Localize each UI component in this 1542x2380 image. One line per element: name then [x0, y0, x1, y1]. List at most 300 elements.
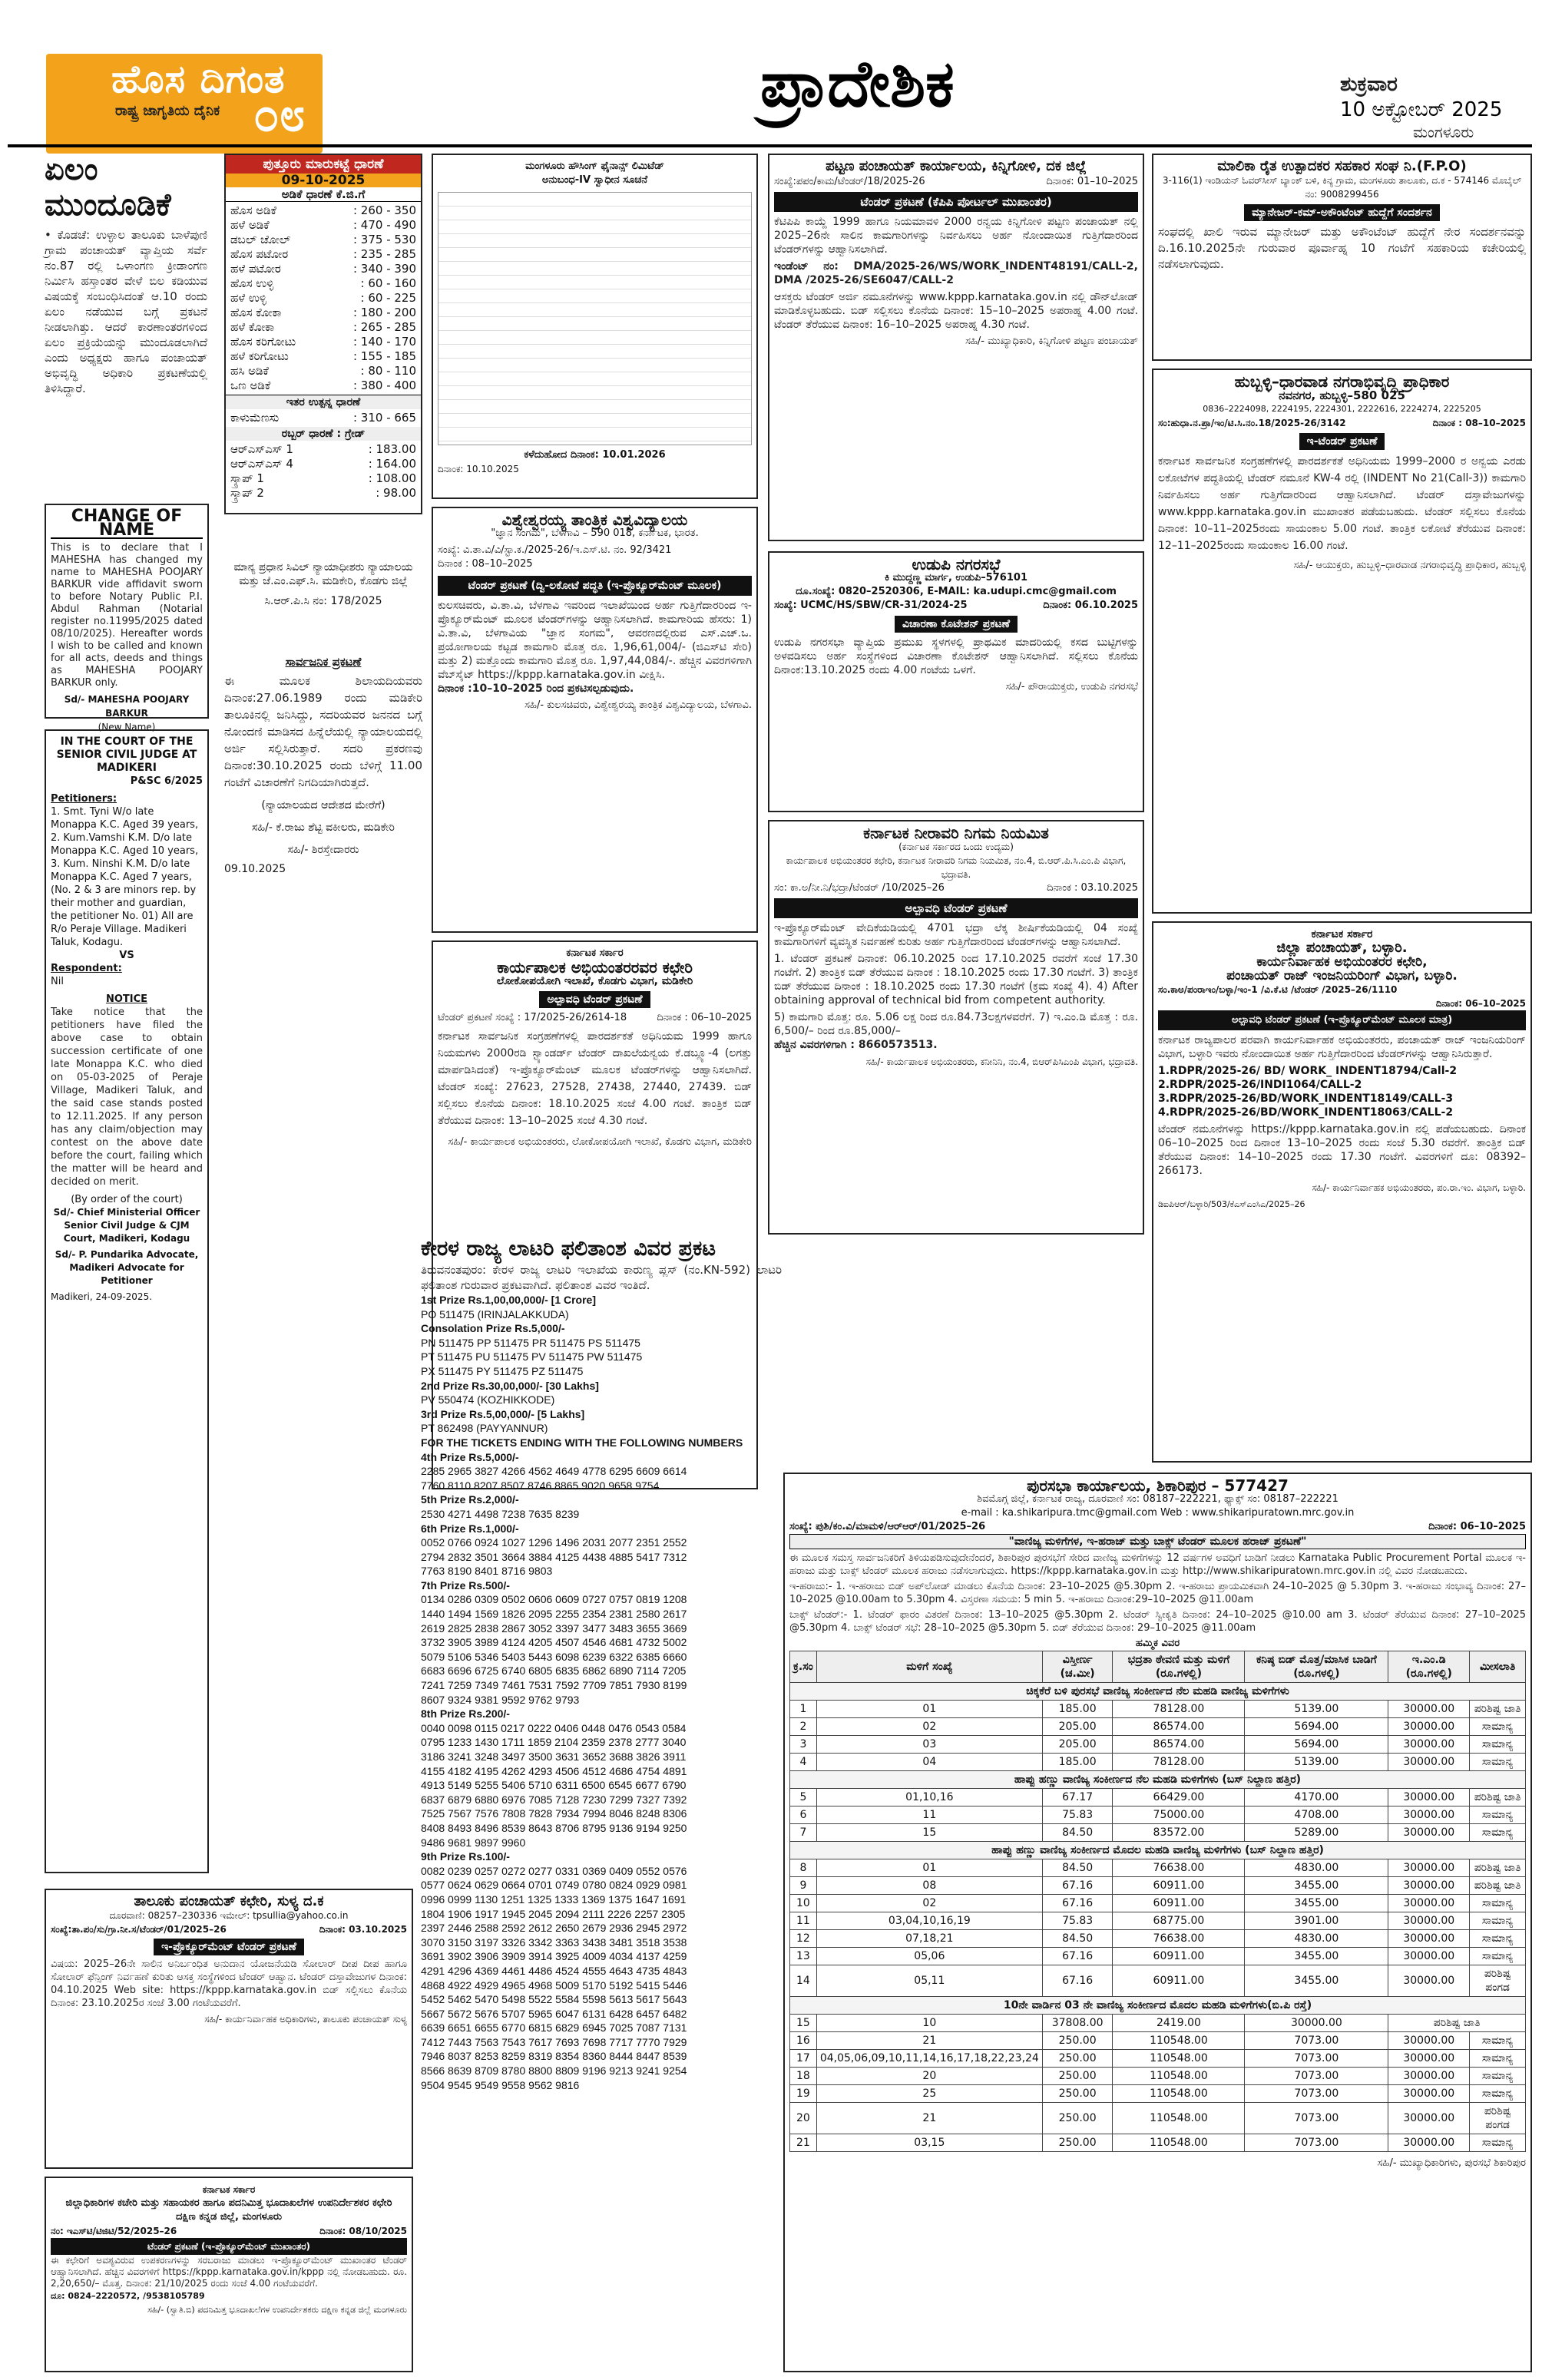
table-cell: 205.00	[1042, 1718, 1113, 1736]
table-cell: ಸಾಮಾನ್ಯ	[1470, 1824, 1526, 1842]
table-cell: 67.16	[1042, 1877, 1113, 1895]
table-cell: 67.16	[1042, 1965, 1113, 1997]
table-cell: 9	[790, 1877, 817, 1895]
rate-value: : 470 - 490	[352, 218, 416, 232]
table-cell: 14	[790, 1965, 817, 1997]
mgpa-sign2: ಸಹಿ/- ಶಿರಸ್ತೇದಾರರು	[287, 844, 359, 856]
table-cell: 60911.00	[1113, 1965, 1245, 1997]
lottery-line: 3070 3150 3197 3326 3342 3363 3438 3481 3518 3538	[421, 1935, 687, 1949]
knnl-amount: 5) ಕಾಮಗಾರಿ ಮೊತ್ತ: ರೂ. 5.06 ಲಕ್ಷ ರಿಂದ ರೂ.84.73ಲಕ್ಷಗಳವರೆಗೆ. 7) ಇ.ಎಂ.ಡಿ ಮೊತ್ತ : ರೂ. 6,500/– ರಿಂದ ರೂ.85,000/–	[774, 1011, 1138, 1037]
lottery-line: 3rd Prize Rs.5,00,000/- [5 Lakhs]	[421, 1407, 585, 1420]
hdmc-body: ಕರ್ನಾಟಕ ಸಾರ್ವಜನಿಕ ಸಂಗ್ರಹಣೆಗಳಲ್ಲಿ ಪಾರದರ್ಶಕತೆ ಅಧಿನಿಯಮ 1999–2000 ರ ಅನ್ವಯ ಎರಡು ಲಕೋಟೆಗಳ ಪದ್ಧತಿಯಲ್ಲಿ ಟೆಂಡರ್ ನಮೂನೆ KW-4 ರಲ್ಲಿ (INDENT No 21(Call-3)) ಕಾಮಗಾರಿ ನಿರ್ವಹಿಸಲು ಅರ್ಹ ಗುತ್ತಿಗೆದಾರರಿಂದ ಆಹ್ವಾನಿಸಲಾಗಿದೆ. ಟೆಂಡರ್ ದಸ್ತಾವೇಜುಗಳನ್ನು www.kppp.karnataka.gov.in ಮುಖಾಂತರ ಪಡೆಯಬಹುದು. ಟೆಂಡರ್ ಸಲ್ಲಿಸಲು ಕೊನೆಯ ದಿನಾಂಕ: 10–11–2025ರಂದು ಸಾಯಂಕಾಲ 5.00 ಗಂಟೆ. ತಾಂತ್ರಿಕ ಲಕೋಟೆ ತೆರೆಯುವ ದಿನಾಂಕ: 12–11–2025ರಂದು ಸಾಯಂಕಾಲ 16.00 ಗಂಟೆ.	[1158, 455, 1526, 552]
udupi-quotation	[768, 551, 1144, 812]
lottery-line: 2nd Prize Rs.30,00,000/- [30 Lakhs]	[421, 1379, 599, 1392]
table-cell: 4830.00	[1245, 1930, 1388, 1948]
dk-sign: ಸಹಿ/- (ಸ್ವಾತಿ.ಬಿ) ಪದನಿಮಿತ್ತ ಭೂದಾಖಲೆಗಳ ಉಪನಿರ್ದೇಶಕರು ದಕ್ಷಿಣ ಕನ್ನಡ ಜಿಲ್ಲೆ ಮಂಗಳೂರು	[147, 2305, 407, 2315]
udupi-title: ಉಡುಪಿ ನಗರಸಭೆ	[912, 555, 1001, 574]
udupi-phone: ದೂ.ಸಂಖ್ಯೆ: 0820–2520306, E-MAIL: ka.udupi.cmc@gmail.com	[796, 586, 1117, 597]
table-cell: 30000.00	[1388, 1948, 1470, 1965]
table-cell: 03,15	[816, 2134, 1042, 2152]
table-cell: 5289.00	[1245, 1824, 1388, 1842]
table-row	[790, 1912, 1526, 1930]
shikaripura-badge: "ವಾಣಿಜ್ಯ ಮಳಿಗೆಗಳ, ಇ-ಹರಾಜ್ ಮತ್ತು ಬಾಕ್ಸ್ ಟೆಂಡರ್ ಮೂಲಕ ಹರಾಜ್ ಪ್ರಕಟಣೆ"	[789, 1534, 1526, 1549]
lottery-line: 1440 1494 1569 1826 2095 2255 2354 2381 2580 2617	[421, 1608, 687, 1621]
lottery-line: 5667 5672 5676 5707 5965 6047 6131 6428 6457 6482	[421, 2007, 687, 2020]
sullia-date: ದಿನಾಂಕ: 03.10.2025	[319, 1924, 407, 1935]
table-cell: 110548.00	[1113, 2068, 1245, 2085]
fpo-interview-notice	[1152, 154, 1532, 361]
madikeri-sub: ಲೋಕೋಪಯೋಗಿ ಇಲಾಖೆ, ಕೊಡಗು ವಿಭಾಗ, ಮಡಿಕೇರಿ	[496, 975, 693, 987]
housing-lost-date: ಕಳೆದುಹೋದ ದಿನಾಂಕ: 10.01.2026	[524, 449, 666, 461]
puttur-date: 09-10-2025	[226, 174, 421, 187]
rate-value: : 140 - 170	[352, 335, 416, 349]
rate-value: : 60 - 225	[360, 291, 416, 305]
hdmc-badge: ಇ-ಟೆಂಡರ್ ಪ್ರಕಟಣೆ	[1299, 433, 1385, 450]
shikaripura-schedule2: ಬಾಕ್ಸ್ ಟೆಂಡರ್:- 1. ಟೆಂಡರ್ ಫಾರಂ ವಿತರಣೆ ದಿನಾಂಕ: 13–10–2025 @5.30pm 2. ಟೆಂಡರ್ ಸ್ವೀಕೃತಿ ದಿನಾಂಕ: 24–10–2025 @10.00 am 3. ಟೆಂಡರ್ ತೆರೆಯುವ ದಿನಾಂಕ: 27–10–2025 @5.30pm 4. ಬಾಕ್ಸ್ ಟೆಂಡರ್ ಸಭೆ: 28–10–2025 @5.30pm 5. ಬಿಡ್ ತೆರೆಯುವ ದಿನಾಂಕ: 29–10–2025 @11.00am	[789, 1609, 1526, 1634]
table-cell: 60911.00	[1113, 1895, 1245, 1912]
table-cell: 3901.00	[1245, 1912, 1388, 1930]
lottery-line: 9504 9545 9549 9558 9562 9816	[421, 2078, 580, 2091]
puttur-rate-list	[226, 202, 421, 395]
table-row	[790, 1930, 1526, 1948]
lottery-line: PV 550474 (KOZHIKKODE)	[421, 1393, 555, 1407]
shikaripura-sign: ಸಹಿ/- ಮುಖ್ಯಾಧಿಕಾರಿಗಳು, ಪುರಸಭೆ ಶಿಕಾರಿಪುರ	[1377, 2157, 1526, 2169]
lottery-line: FOR THE TICKETS ENDING WITH THE FOLLOWING NUMBERS	[421, 1436, 743, 1449]
lottery-line: 4868 4922 4929 4965 4968 5009 5170 5192 5415 5446	[421, 1978, 687, 1992]
hdmc-date: ದಿನಾಂಕ : 08–10–2025	[1432, 418, 1526, 428]
rate-row	[230, 247, 416, 262]
table-cell: 15	[790, 2015, 817, 2032]
table-cell: 78128.00	[1113, 1701, 1245, 1718]
table-cell: 4	[790, 1754, 817, 1771]
udupi-badge: ವಿಚಾರಣಾ ಕೊಟೇಶನ್ ಪ್ರಕಟಣೆ	[895, 616, 1018, 633]
table-cell: ಸಾಮಾನ್ಯ	[1470, 2134, 1526, 2152]
table-cell: 30000.00	[1388, 2134, 1470, 2152]
table-cell: 30000.00	[1388, 2050, 1470, 2068]
mgpa-body: ಈ ಮೂಲಕ ಶಿಲಾಯದಿಯವರು ದಿನಾಂಕ:27.06.1989 ರಂದು ಮಡಿಕೇರಿ ತಾಲೂಕಿನಲ್ಲಿ ಜನಿಸಿದ್ದು, ಸದರಿಯವರ ಜನನದ ಬಗ್ಗೆ ನೋಂದಣಿ ಮಾಡಿಸದ ಹಿನ್ನೆಲೆಯಲ್ಲಿ ನ್ಯಾಯಾಲಯದಲ್ಲಿ ಅರ್ಜಿ ಸಲ್ಲಿಸಿರುತ್ತಾರೆ. ಸದರಿ ಪ್ರಕರಣವು ದಿನಾಂಕ:30.10.2025 ರಂದು ಬೆಳಿಗ್ಗೆ 11.00 ಗಂಟೆಗೆ ವಿಚಾರಣೆಗೆ ನಿಗದಿಯಾಗಿರುತ್ತದೆ.	[224, 674, 422, 789]
rate-row	[230, 291, 416, 306]
lottery-line: PX 511475 PY 511475 PZ 511475	[421, 1364, 584, 1377]
lottery-line: 0795 1233 1430 1711 1859 2104 2359 2378 2777 3040	[421, 1736, 687, 1749]
table-cell: 76638.00	[1113, 1859, 1245, 1877]
table-cell: 11	[816, 1806, 1042, 1824]
lottery-line: 7412 7443 7563 7543 7617 7693 7698 7717 7770 7929	[421, 2035, 687, 2048]
table-cell: 01	[816, 1859, 1042, 1877]
sullia-title: ತಾಲೂಕು ಪಂಚಾಯತ್ ಕಛೇರಿ, ಸುಳ್ಯ ದ.ಕ	[134, 1893, 324, 1909]
vtu-tender-heading: ಟೆಂಡರ್ ಪ್ರಕಟಣೆ (ದ್ವಿ-ಲಕೋಟೆ ಪದ್ಧತಿ (ಇ-ಪ್ರೊಕ್ಯೂರ್‌ಮೆಂಟ್ ಮೂಲಕ)	[438, 576, 752, 596]
table-row	[790, 1789, 1526, 1806]
lottery-intro: ತಿರುವನಂತಪುರಂ: ಕೇರಳ ರಾಜ್ಯ ಲಾಟರಿ ಇಲಾಖೆಯ ಕಾರುಣ್ಯ ಪ್ಲಸ್ (ನಂ.KN-592) ಲಾಟರಿ ಫಲಿತಾಂಶ ಗುರುವಾರ ಪ್ರಕಟವಾಗಿದೆ. ಫಲಿತಾಂಶ ವಿವರ ಇಂತಿದೆ.	[421, 1263, 782, 1292]
ballari-body: ಕರ್ನಾಟಕ ರಾಜ್ಯಪಾಲರ ಪರವಾಗಿ ಕಾರ್ಯನಿರ್ವಾಹಕ ಅಭಿಯಂತರರು, ಪಂಚಾಯತ್ ರಾಜ್ ಇಂಜನಿಯರಿಂಗ್ ವಿಭಾಗ, ಬಳ್ಳಾರಿ ಇವರು ನೋಂದಾಯಿತ ಅರ್ಹ ಗುತ್ತಿಗೆದಾರರಿಂದ ಟೆಂಡರ್‌ಗಳನ್ನು ಆಹ್ವಾನಿಸಿರುತ್ತಾರೆ.	[1158, 1034, 1526, 1060]
table-cell: 2	[790, 1718, 817, 1736]
shikaripura-web: e-mail : ka.shikaripura.tmc@gmail.com Web : www.shikaripuratown.mrc.gov.in	[961, 1507, 1355, 1519]
other-rates-title: ಇತರ ಉತ್ಪನ್ನ ಧಾರಣೆ	[226, 395, 421, 409]
table-cell: 01,10,16	[816, 1789, 1042, 1806]
table-row	[790, 2032, 1526, 2050]
sullia-contact: ದೂರವಾಣಿ: 08257–230336 ಇಮೇಲ್: tpsullia@yahoo.co.in	[109, 1910, 349, 1921]
lottery-line: 7241 7259 7349 7461 7531 7592 7709 7851 7930 8199	[421, 1679, 687, 1692]
rate-row	[230, 276, 416, 291]
shop-column-header: ಮಳಿಗೆ ಸಂಖ್ಯೆ	[816, 1651, 1042, 1683]
table-cell: 02	[816, 1718, 1042, 1736]
table-cell: 110548.00	[1113, 2103, 1245, 2134]
lottery-line: 6837 6879 6880 6976 7085 7128 7230 7299 7327 7392	[421, 1793, 687, 1806]
lottery-line: 3732 3905 3989 4124 4205 4507 4546 4681 4732 5002	[421, 1636, 687, 1649]
table-cell: 30000.00	[1388, 1754, 1470, 1771]
table-cell: 03	[816, 1736, 1042, 1754]
table-cell: 07,18,21	[816, 1930, 1042, 1948]
table-cell: 86574.00	[1113, 1718, 1245, 1736]
lottery-line: 0082 0239 0257 0272 0277 0331 0369 0409 0552 0576	[421, 1864, 687, 1877]
mgpa-title: ಮಾನ್ಯ ಪ್ರಧಾನ ಸಿವಿಲ್ ನ್ಯಾಯಾಧೀಶರು ನ್ಯಾಯಾಲಯ ಮತ್ತು ಜೆ.ಎಂ.ಎಫ್.ಸಿ. ಮಡಿಕೇರಿ, ಕೊಡಗು ಜಿಲ್ಲೆ	[233, 561, 413, 587]
table-cell: 17	[790, 2050, 817, 2068]
lottery-line: 2397 2446 2588 2592 2612 2650 2679 2936 2945 2972	[421, 1922, 687, 1935]
udupi-body: ಉಡುಪಿ ನಗರಸಭಾ ವ್ಯಾಪ್ತಿಯ ಪ್ರಮುಖ ಸ್ಥಳಗಳಲ್ಲಿ ಪ್ರಾಥಮಿಕ ಮಾದರಿಯಲ್ಲಿ ಕಸದ ಬುಟ್ಟಿಗಳನ್ನು ಅಳವಡಿಸಲು ಅರ್ಹ ಸಂಸ್ಥೆಗಳಿಂದ ವಿಚಾರಣಾ ಕೊಟೇಶನ್ ಆಹ್ವಾನಿಸಲಾಗಿದೆ. ಸಲ್ಲಿಸಲು ಕೊನೆಯ ದಿನಾಂಕ:13.10.2025 ರಂದು 4.00 ಗಂಟೆಯ ಒಳಗೆ.	[774, 636, 1138, 676]
table-cell: 12	[790, 1930, 817, 1948]
rate-value: : 260 - 350	[352, 203, 416, 217]
lottery-line: 0040 0098 0115 0217 0222 0406 0448 0476 0543 0584	[421, 1721, 687, 1734]
rate-label: ಹಳೆ ಕರಿಗೋಟು	[230, 349, 289, 363]
table-cell: 75000.00	[1113, 1806, 1245, 1824]
rate-value: : 265 - 285	[352, 320, 416, 334]
fpo-badge: ಮ್ಯಾನೇಜರ್-ಕಮ್-ಅಕೌಂಟೆಂಟ್ ಹುದ್ದೆಗೆ ಸಂದರ್ಶನ	[1244, 204, 1440, 221]
table-cell: 19	[790, 2085, 817, 2103]
rate-label: ಹೊಸ ಅಡಿಕೆ	[230, 203, 276, 217]
versus: VS	[119, 950, 134, 961]
elam-title: ಏಲಂ ಮುಂದೂಡಿಕೆ	[45, 152, 171, 223]
lottery-line: 8566 8639 8709 8780 8800 8809 9196 9213 9241 9254	[421, 2064, 687, 2078]
table-cell: 5694.00	[1245, 1736, 1388, 1754]
table-cell: 5139.00	[1245, 1754, 1388, 1771]
rate-row	[230, 320, 416, 335]
ballari-indent: 3.RDPR/2025-26/BD/WORK_INDENT18149/CALL-3	[1158, 1092, 1454, 1105]
dk-landrecords-tender	[45, 2177, 413, 2372]
dk-badge: ಟೆಂಡರ್ ಪ್ರಕಟಣೆ (ಇ-ಪ್ರೊಕ್ಯೂರ್‌ಮೆಂಟ್ ಮುಖಾಂತರ)	[51, 2238, 407, 2255]
ballari-badge: ಅಲ್ಪಾವಧಿ ಟೆಂಡರ್ ಪ್ರಕಟಣೆ (ಇ-ಪ್ರೊಕ್ಯೂರ್‌ಮೆಂಟ್ ಮೂಲಕ ಮಾತ್ರ)	[1158, 1010, 1526, 1030]
rubber-rate-list	[226, 441, 421, 502]
table-cell: 84.50	[1042, 1824, 1113, 1842]
table-cell: 30000.00	[1388, 1930, 1470, 1948]
rate-value: : 108.00	[368, 471, 416, 485]
knnl-title: ಕರ್ನಾಟಕ ನೀರಾವರಿ ನಿಗಮ ನಿಯಮಿತ	[863, 824, 1049, 842]
issue-day: ಶುಕ್ರವಾರ	[1340, 73, 1398, 96]
newspaper-name: ಹೊಸ ದಿಗಂತ	[111, 57, 286, 101]
dk-body: ಈ ಕಛೇರಿಗೆ ಅವಶ್ಯವಿರುವ ಉಪಕರಣಗಳನ್ನು ಸರಬರಾಜು ಮಾಡಲು ಇ-ಪ್ರೊಕ್ಯೂರ್‌ಮೆಂಟ್ ಮುಖಾಂತರ ಟೆಂಡರ್ ಆಹ್ವಾನಿಸಲಾಗಿದೆ. ಹೆಚ್ಚಿನ ವಿವರಗಳಿಗೆ https://kppp.karnataka.gov.in/kppp ನಲ್ಲಿ ನೋಡಬಹುದು. ರೂ. 2,20,650/– ಮೊತ್ತ. ದಿನಾಂಕ: 21/10/2025 ರಂದು ಸಂಜೆ 4.00 ಗಂಟೆಯವರೆಗೆ.	[51, 2255, 407, 2289]
lottery-line: Consolation Prize Rs.5,000/-	[421, 1322, 565, 1335]
fpo-title: ಮಾಲಿಕಾ ರೈತ ಉತ್ಪಾದಕರ ಸಹಕಾರ ಸಂಘ ನಿ.(F.P.O)	[1217, 158, 1467, 174]
table-cell: 110548.00	[1113, 2032, 1245, 2050]
table-cell: 7073.00	[1245, 2134, 1388, 2152]
table-cell: 250.00	[1042, 2032, 1113, 2050]
rate-label: ಹಳೆ ಪಟೋರ	[230, 262, 281, 276]
knnl-sub: (ಕರ್ನಾಟಕ ಸರ್ಕಾರದ ಒಂದು ಉದ್ಯಮ)	[898, 841, 1014, 852]
table-row	[790, 2068, 1526, 2085]
table-cell: 10	[816, 2015, 1042, 2032]
table-cell: 60911.00	[1113, 1948, 1245, 1965]
table-cell: 75.83	[1042, 1806, 1113, 1824]
knnl-date: ದಿನಾಂಕ : 03.10.2025	[1047, 882, 1138, 894]
knnl-ref: ಸಂ: ಕಾ.ಅ/ನೀ.ನಿ/ಭದ್ರಾ/ಟೆಂಡರ್ /10/2025–26	[774, 882, 945, 894]
ballari-indent: 1.RDPR/2025-26/ BD/ WORK_ INDENT18794/Call-2	[1158, 1065, 1458, 1077]
table-cell: 7073.00	[1245, 2050, 1388, 2068]
rate-row	[230, 364, 416, 378]
table-cell: 25	[816, 2085, 1042, 2103]
table-row	[790, 1736, 1526, 1754]
ballari-ref: ಸಂ.ಕಾಅ/ಪಂರಾಇಂ/ಬಳ್ಳಾ/ಇಂ-1 /ವಿ.ಕೆ.ಟಿ /ಟೆಂಡರ್ /2025–26/1110	[1158, 984, 1398, 995]
table-cell: ಸಾಮಾನ್ಯ	[1470, 1736, 1526, 1754]
change-of-name-notice	[45, 504, 209, 732]
rate-label: ಒಣ ಅಡಿಕೆ	[230, 378, 271, 392]
table-cell: 4708.00	[1245, 1806, 1388, 1824]
change-name-sign: Sd/- MAHESHA POOJARY BARKUR	[64, 694, 190, 719]
lottery-line: 3691 3902 3906 3909 3914 3925 4009 4034 4137 4259	[421, 1950, 687, 1963]
table-cell: 7073.00	[1245, 2032, 1388, 2050]
table-cell: 250.00	[1042, 2103, 1113, 2134]
table-cell: 20	[790, 2103, 817, 2134]
table-cell: 205.00	[1042, 1736, 1113, 1754]
table-cell: 1	[790, 1701, 817, 1718]
table-cell: 3455.00	[1245, 1948, 1388, 1965]
table-cell: 30000.00	[1388, 1806, 1470, 1824]
rate-row	[230, 471, 416, 486]
rate-label: ಹಸಿ ಅಡಿಕೆ	[230, 364, 269, 378]
sullia-tender	[45, 1889, 413, 2169]
table-row	[790, 1754, 1526, 1771]
rubber-title: ರಬ್ಬರ್ ಧಾರಣೆ : ಗ್ರೇಡ್	[226, 427, 421, 441]
lottery-line: 5th Prize Rs.2,000/-	[421, 1493, 519, 1506]
table-cell: 04	[816, 1754, 1042, 1771]
udupi-address: ಕಿ ಮುದ್ದಣ್ಣ ಮಾರ್ಗ, ಉಡುಪಿ–576101	[884, 572, 1027, 583]
fpo-body: ಸಂಘದಲ್ಲಿ ಖಾಲಿ ಇರುವ ಮ್ಯಾನೇಜರ್ ಮತ್ತು ಅಕೌಂಟೆಂಟ್ ಹುದ್ದೆಗೆ ನೇರ ಸಂದರ್ಶನವನ್ನು ದಿ.16.10.2025ನೇ ಗುರುವಾರ ಪೂರ್ವಾಹ್ನ 10 ಗಂಟೆಗೆ ಸಹಕಾರಿಯ ಕಚೇರಿಯಲ್ಲಿ ನಡೆಸಲಾಗುವುದು.	[1158, 225, 1526, 271]
mgpa-order: (ನ್ಯಾಯಾಲಯದ ಆದೇಶದ ಮೇರೆಗೆ)	[261, 799, 386, 812]
court-sign1: Sd/- Chief Ministerial Officer Senior Civil Judge & CJM Court, Madikeri, Kodagu	[53, 1207, 200, 1244]
table-cell: ಪರಿಶಿಷ್ಟ ಪಂಗಡ	[1470, 1965, 1526, 1997]
kinnigoli-body: ಕೆಟಿಪಿಪಿ ಕಾಯ್ದೆ 1999 ಹಾಗೂ ನಿಯಮಾವಳಿ 2000 ರನ್ವಯ ಕಿನ್ನಿಗೋಳಿ ಪಟ್ಟಣ ಪಂಚಾಯತ್ ನಲ್ಲಿ 2025–26ನೇ ಸಾಲಿನ ಕಾಮಗಾರಿಗಳನ್ನು ನಿರ್ವಹಿಸಲು ಅರ್ಹ ನೋಂದಾಯಿತ ಗುತ್ತಿಗೆದಾರರಿಂದ ಟೆಂಡರ್‌ಗಳನ್ನು ಆಹ್ವಾನಿಸಲಾಗಿದೆ.	[774, 216, 1138, 256]
udupi-sign: ಸಹಿ/- ಪೌರಾಯುಕ್ತರು, ಉಡುಪಿ ನಗರಸಭೆ	[1005, 681, 1138, 693]
rate-row	[230, 411, 416, 425]
table-cell: ಪರಿಶಿಷ್ಟ ಜಾತಿ	[1470, 1789, 1526, 1806]
kinnigoli-indent: ಇಂಡೆಂಟ್ ನಂ: DMA/2025-26/WS/WORK_INDENT48191/CALL-2, DMA /2025-26/SE6047/CALL-2	[774, 260, 1138, 286]
puttur-market-rates	[224, 154, 422, 514]
ballari-tender	[1152, 921, 1532, 1463]
kinnigoli-ref: ಸಂಖ್ಯೆ:ಪಪಂ/ಕಾಮ/ಟೆಂಡರ್/18/2025-26	[774, 176, 925, 187]
table-cell: ಸಾಮಾನ್ಯ	[1470, 2050, 1526, 2068]
issue-date: 10 ಅಕ್ಟೋಬರ್ 2025	[1340, 98, 1503, 121]
knnl-badge: ಅಲ್ಪಾವಧಿ ಟೆಂಡರ್ ಪ್ರಕಟಣೆ	[774, 898, 1138, 918]
ballari-gov: ಕರ್ನಾಟಕ ಸರ್ಕಾರ	[1311, 928, 1373, 940]
table-row	[790, 1806, 1526, 1824]
table-cell: 66429.00	[1113, 1789, 1245, 1806]
rate-value: : 310 - 665	[352, 411, 416, 425]
shikaripura-table-caption: ಹಮ್ಮಿಕ ವಿವರ	[1135, 1638, 1180, 1649]
change-name-body: This is to declare that I MAHESHA has changed my name to MAHESHA POOJARY BARKUR vide affidavit sworn to before Notary Public P.I. Abdul Rahman (Notarial register no.11995/2025 dated 08/10/2025). Hereafter words I wish to be called and known for all acts, deeds and things as MAHESHA POOJARY BARKUR only.	[51, 542, 203, 689]
lottery-prize-list	[421, 1293, 782, 2092]
table-row	[790, 2134, 1526, 2152]
lottery-title: ಕೇರಳ ರಾಜ್ಯ ಲಾಟರಿ ಫಲಿತಾಂಶ ವಿವರ ಪ್ರಕಟ	[421, 1237, 716, 1261]
rate-value: : 183.00	[368, 442, 416, 456]
table-cell: 18	[790, 2068, 817, 2085]
table-cell: ಸಾಮಾನ್ಯ	[1470, 2068, 1526, 2085]
rate-label: ಹೊಸ ಕೋಕಾ	[230, 306, 282, 319]
table-cell: 02	[816, 1895, 1042, 1912]
table-cell: 4170.00	[1245, 1789, 1388, 1806]
vtu-deadline: ದಿನಾಂಕ :10–10–2025 ರಿಂದ ಪ್ರಕಟಿಸಲ್ಪಡುವುದು.	[438, 683, 634, 695]
table-cell: ಪರಿಶಿಷ್ಟ ಜಾತಿ	[1470, 1701, 1526, 1718]
madikeri-body: ಕರ್ನಾಟಕ ಸಾರ್ವಜನಿಕ ಸಂಗ್ರಹಣೆಗಳಲ್ಲಿ ಪಾರದರ್ಶಕತೆ ಅಧಿನಿಯಮ 1999 ಹಾಗೂ ನಿಯಮಗಳು 2000ರಡಿ ಸ್ಟ್ಯಾಂಡರ್ಡ್ ಟೆಂಡರ್ ದಾಖಲೆಯನ್ವಯ ಕೆ.ಡಬ್ಲ್ಯೂ-4 (ಲಗತ್ತು ಮಾರ್ಪಡಿಸಿದಂತೆ) ಇ-ಪ್ರೊಕ್ಯೂರ್‌ಮೆಂಟ್ ಮೂಲಕ ಟೆಂಡರ್‌ಗಳನ್ನು ಆಹ್ವಾನಿಸಲಾಗಿದೆ. ಟೆಂಡರ್ ಸಂಖ್ಯೆ: 27623, 27528, 27438, 27440, 27439. ಬಿಡ್ ಸಲ್ಲಿಸಲು ಕೊನೆಯ ದಿನಾಂಕ: 18.10.2025 ಸಂಜೆ 4.00 ಗಂಟೆ. ತಾಂತ್ರಿಕ ಬಿಡ್ ತೆರೆಯುವ ದಿನಾಂಕ: 13–10–2025 ಸಂಜೆ 4.30 ಗಂಟೆ.	[438, 1030, 752, 1127]
table-row	[790, 1824, 1526, 1842]
lottery-line: 4291 4296 4369 4461 4486 4524 4555 4643 4735 4843	[421, 1964, 687, 1977]
lottery-line: 8607 9324 9381 9592 9762 9793	[421, 1693, 580, 1706]
rate-label: ಹೊಸ ಪಟೋರ	[230, 247, 289, 261]
rate-value: : 60 - 160	[360, 276, 416, 290]
rate-row	[230, 442, 416, 457]
shop-column-header: ಭದ್ರತಾ ಠೇವಣಿ ಮತ್ತು ಮಳಿಗೆ (ರೂ.ಗಳಲ್ಲಿ)	[1113, 1651, 1245, 1683]
table-cell: 20	[816, 2068, 1042, 2085]
vtu-body: ಕುಲಸಚಿವರು, ವಿ.ತಾ.ವಿ, ಬೆಳಗಾವಿ ಇವರಿಂದ ಇಲಾಖೆಯಿಂದ ಅರ್ಹ ಗುತ್ತಿಗೆದಾರರಿಂದ ಇ-ಪ್ರೊಕ್ಯೂರ್‌ಮೆಂಟ್ ಮೂಲಕ ಟೆಂಡರ್‌ಗಳನ್ನು ಆಹ್ವಾನಿಸಲಾಗಿದೆ. ಕಾಮಗಾರಿಯ ಹೆಸರು: 1) ವಿ.ತಾ.ವಿ, ಬೆಳಗಾವಿಯ "ಜ್ಞಾನ ಸಂಗಮ", ಆವರಣದಲ್ಲಿರುವ ಎಸ್.ಎಚ್.ಒ. ಪ್ರಯೋಗಾಲಯ ಕಟ್ಟಡ ಕಾಮಗಾರಿ ಮೊತ್ತ ರೂ. 1,96,61,004/- (ಜಿಎಸ್‌ಟಿ ಸೇರಿ) ಮತ್ತು 2) ಮತ್ತೊಂದು ಕಾಮಗಾರಿ ಮೊತ್ತ ರೂ. 1,97,44,084/-. ಹೆಚ್ಚಿನ ವಿವರಗಳಿಗಾಗಿ ವೆಬ್‌ಸೈಟ್ https://kppp.karnataka.gov.in ವೀಕ್ಷಿಸಿ.	[438, 600, 752, 681]
rate-value: : 180 - 200	[352, 306, 416, 319]
table-cell: 30000.00	[1388, 1718, 1470, 1736]
lottery-line: 7525 7567 7576 7808 7828 7934 7994 8046 8248 8306	[421, 1807, 687, 1820]
court-place: Madikeri, 24-09-2025.	[51, 1291, 153, 1302]
rate-label: ಹೊಸ ಕರಿಗೋಟು	[230, 335, 296, 349]
table-cell: 04,05,06,09,10,11,14,16,17,18,22,23,24	[816, 2050, 1042, 2068]
madikeri-date: ದಿನಾಂಕ : 06–10–2025	[657, 1012, 752, 1023]
vtu-title: ವಿಶ್ವೇಶ್ವರಯ್ಯ ತಾಂತ್ರಿಕ ವಿಶ್ವವಿದ್ಯಾಲಯ	[501, 511, 688, 529]
table-cell: 6	[790, 1806, 817, 1824]
table-cell: 60911.00	[1113, 1877, 1245, 1895]
rate-row	[230, 233, 416, 247]
sullia-ref: ಸಂಖ್ಯೆ:ತಾ.ಪಂ/ಸು/ಗ್ರಾ.ನೀ.ಸ/ಟೆಂಡರ್/01/2025–26	[51, 1924, 227, 1935]
notice-body: Take notice that the petitioners have filed the above case to obtain succession certificate of one late Monappa K.C. who died on 05-03-2025 of Peraje Village, Madikeri Taluk, and the said case stands posted to 12.11.2025. If any person has any claim/objection may contest on the above date before the court, failing which the matter will be heard and decided on merit.	[51, 1007, 203, 1188]
petitioners-heading: Petitioners:	[51, 793, 117, 805]
rate-value: : 380 - 400	[352, 378, 416, 392]
table-cell: ಸಾಮಾನ್ಯ	[1470, 1948, 1526, 1965]
petitioners: 1. Smt. Tyni W/o late Monappa K.C. Aged 39 years, 2. Kum.Vamshi K.M. D/o late Monappa K.C. Aged 10 years, 3. Kum. Ninshi K.M. D/o late Monappa K.C. Aged 7 years, (No. 2 & 3 are minors rep. by their mother and guardian, the petitioner No. 01) All are R/o Peraje Village. Madikeri Taluk, Kodagu.	[51, 806, 199, 948]
table-cell: 7	[790, 1824, 817, 1842]
lottery-line: 8408 8493 8496 8539 8643 8706 8795 9136 9194 9250	[421, 1821, 687, 1834]
hdmc-phone: 0836–2224098, 2224195, 2224301, 2222616, 2224274, 2225205	[1203, 404, 1481, 414]
kerala-lottery-results	[421, 1236, 782, 2372]
madikeri-ref: ಟೆಂಡರ್ ಪ್ರಕಟಣೆ ಸಂಖ್ಯೆ : 17/2025-26/2614-18	[438, 1012, 627, 1023]
udupi-ref: ಸಂಖ್ಯೆ: UCMC/HS/SBW/CR-31/2024-25	[774, 600, 968, 611]
lottery-line: 7946 8037 8253 8259 8319 8354 8360 8444 8447 8539	[421, 2050, 687, 2063]
shop-group-title: 10ನೇ ವಾರ್ಡಿನ 03 ನೇ ವಾಣಿಜ್ಯ ಸಂಕೀರ್ಣದ ಮೊದಲ ಮಹಡಿ ಮಳಿಗೆಗಳು(ಬಿ.ಪಿ ರಸ್ತೆ)	[790, 1997, 1526, 2015]
housing-date: ದಿನಾಂಕ: 10.10.2025	[438, 464, 519, 474]
lottery-line: 3186 3241 3248 3497 3500 3631 3652 3688 3826 3911	[421, 1750, 687, 1763]
lottery-line: 2619 2825 2838 2867 3052 3397 3477 3483 3655 3669	[421, 1621, 687, 1635]
respondent: Nil	[51, 976, 64, 987]
vtu-sign: ಸಹಿ/- ಕುಲಸಚಿವರು, ವಿಶ್ವೇಶ್ವರಯ್ಯ ತಾಂತ್ರಿಕ ವಿಶ್ವವಿದ್ಯಾಲಯ, ಬೆಳಗಾವಿ.	[524, 699, 752, 711]
table-cell: 30000.00	[1388, 2085, 1470, 2103]
knnl-sign: ಸಹಿ/- ಕಾರ್ಯಪಾಲಕ ಅಭಿಯಂತರರು, ಕನೀನಿನಿ, ನಂ.4, ಬಿಆರ್‌ಪಿಸಿಎಂಪಿ ವಿಭಾಗ, ಭದ್ರಾವತಿ.	[865, 1056, 1138, 1067]
rate-label: ಹಳೆ ಉಳ್ಳಿ	[230, 291, 266, 305]
table-cell: 37808.00	[1042, 2015, 1113, 2032]
table-cell: 30000.00	[1388, 1701, 1470, 1718]
rate-label: ಹಳೆ ಅಡಿಕೆ	[230, 218, 270, 232]
lottery-line: 9th Prize Rs.100/-	[421, 1850, 510, 1863]
rate-row	[230, 378, 416, 393]
lottery-line: 2285 2965 3827 4266 4562 4649 4778 6295 6609 6614	[421, 1465, 687, 1478]
table-cell: 10	[790, 1895, 817, 1912]
elam-article	[45, 152, 207, 474]
ballari-date: ದಿನಾಂಕ: 06–10–2025	[1435, 998, 1526, 1009]
lottery-line: 8th Prize Rs.200/-	[421, 1707, 510, 1721]
table-cell: ಸಾಮಾನ್ಯ	[1470, 1754, 1526, 1771]
table-cell: 4830.00	[1245, 1859, 1388, 1877]
rate-row	[230, 335, 416, 349]
table-cell: 3455.00	[1245, 1877, 1388, 1895]
ballari-indent-list	[1158, 1064, 1526, 1119]
lottery-line: 7763 8190 8401 8716 9803	[421, 1565, 553, 1578]
shop-column-header: ವಿಸ್ತೀರ್ಣ (ಚ.ಮೀ)	[1042, 1651, 1113, 1683]
rate-label: ಆರ್‌ಎಸ್ಎಸ್ 1	[230, 442, 293, 456]
ballari-title: ಜಿಲ್ಲಾ ಪಂಚಾಯತ್, ಬಳ್ಳಾರಿ.	[1276, 940, 1408, 956]
hdmc-address: ನವನಗರ, ಹುಬ್ಬಳ್ಳಿ–580 025	[1279, 388, 1405, 402]
respondent-heading: Respondent:	[51, 963, 122, 974]
puttur-sub: ಅಡಿಕೆ ಧಾರಣೆ ಕೆ.ಜಿ.ಗೆ	[226, 187, 421, 202]
table-row	[790, 2103, 1526, 2134]
table-cell: 3455.00	[1245, 1965, 1388, 1997]
rate-value: : 98.00	[376, 486, 416, 500]
rate-value: : 80 - 110	[360, 364, 416, 378]
kinnigoli-tender-heading: ಟೆಂಡರ್ ಪ್ರಕಟಣೆ (ಕೆಪಿಪಿ ಪೋರ್ಟಲ್ ಮುಖಾಂತರ)	[774, 192, 1138, 212]
rate-label: ಹೊಸ ಉಳ್ಳಿ	[230, 276, 274, 290]
dk-title: ಜಿಲ್ಲಾಧಿಕಾರಿಗಳ ಕಚೇರಿ ಮತ್ತು ಸಹಾಯಕರ ಹಾಗೂ ಪದನಿಮಿತ್ತ ಭೂದಾಖಲೆಗಳ ಉಪನಿರ್ದೇಶಕರ ಕಛೇರಿ	[65, 2197, 392, 2209]
table-row	[790, 1965, 1526, 1997]
table-cell: 76638.00	[1113, 1930, 1245, 1948]
table-cell: 185.00	[1042, 1754, 1113, 1771]
shop-column-header: ಕ್ರ.ಸಂ	[790, 1651, 817, 1683]
table-row	[790, 2050, 1526, 2068]
table-row	[790, 1877, 1526, 1895]
shop-group-title: ಚಿಕ್ಕಕೆರೆ ಬಳಿ ಪುರಸಭೆ ವಾಣಿಜ್ಯ ಸಂಕೀರ್ಣದ ನೆಲ ಮಹಡಿ ವಾಣಿಜ್ಯ ಮಳಿಗೆಗಳು	[790, 1683, 1526, 1701]
table-cell: 250.00	[1042, 2068, 1113, 2085]
housing-finance-notice	[432, 154, 758, 499]
shikaripura-ref: ಸಂಖ್ಯೆ: ಪುಶಿ/ಕಂ.ವಿ/ಮಾಮಳಿ/ಆರ್‌ಆರ್/01/2025–26	[789, 1521, 986, 1532]
table-cell: 75.83	[1042, 1912, 1113, 1930]
rate-label: ಸ್ಕ್ರಾಪ್ 2	[230, 486, 264, 500]
section-title: ಪ್ರಾದೇಶಿಕ	[760, 46, 955, 121]
table-cell: 16	[790, 2032, 817, 2050]
sullia-body: ವಿಷಯ: 2025–26ನೇ ಸಾಲಿನ ಅನಿರ್ಬಂಧಿತ ಅನುದಾನ ಯೋಜನೆಯಡಿ ಸೋಲಾರ್ ದೀಪ ದೀಪ ಹಾಗೂ ಸೋಲಾರ್ ಫೆನ್ಸಿಂಗ್ ನಿರ್ವಹಣೆ ಕುರಿತು ಆಸಕ್ತ ಸಂಸ್ಥೆಗಳಿಂದ ಟೆಂಡರ್ ಆಹ್ವಾನ. ಟೆಂಡರ್ ದಸ್ತಾವೇಜುಗಳ ದಿನಾಂಕ: 04.10.2025 Web site: https://kppp.karnataka.gov.in ಬಿಡ್ ಸಲ್ಲಿಸಲು ಕೊನೆಯ ದಿನಾಂಕ: 23.10.2025ರ ಸಂಜೆ 3.00 ಗಂಟೆಯವರೆಗೆ.	[51, 1959, 407, 2009]
housing-org: ಮಂಗಳೂರು ಹೌಸಿಂಗ್ ಫೈನಾನ್ಸ್ ಲಿಮಿಟೆಡ್	[525, 160, 664, 172]
table-cell: 86574.00	[1113, 1736, 1245, 1754]
rate-row	[230, 203, 416, 218]
table-cell: ಪರಿಶಿಷ್ಟ ಜಾತಿ	[1388, 2015, 1526, 2032]
rate-row	[230, 486, 416, 501]
table-cell: 84.50	[1042, 1930, 1113, 1948]
table-cell: 3455.00	[1245, 1895, 1388, 1912]
table-cell: 8	[790, 1859, 817, 1877]
dk-sub: ದಕ್ಷಿಣ ಕನ್ನಡ ಜಿಲ್ಲೆ, ಮಂಗಳೂರು	[175, 2211, 283, 2223]
lottery-line: PN 511475 PP 511475 PR 511475 PS 511475	[421, 1336, 640, 1349]
shikaripura-schedule1: ಇ-ಹರಾಜು:- 1. ಇ-ಹರಾಜು ಬಿಡ್ ಅಪ್‌ಲೋಡ್ ಮಾಡಲು ಕೊನೆಯ ದಿನಾಂಕ: 23–10–2025 @5.30pm 2. ಇ-ಹರಾಜು ಪ್ರಾಯಮಿಕವಾಗಿ 24–10–2025 @ 5.30pm 3. ಇ-ಹರಾಜು ಸಂಭಾವ್ಯ ದಿನಾಂಕ: 27–10–2025 @10.00am to 5.30pm 4. ವಿಸ್ತರಣಾ ಸಮಯ: 5 min 5. ಇ-ಹರಾಜು ದಿನಾಂಕ:29–10–2025 @11.00am	[789, 1581, 1526, 1605]
kinnigoli-detail: ಆಸಕ್ತರು ಟೆಂಡರ್ ಅರ್ಜಿ ನಮೂನೆಗಳನ್ನು www.kppp.karnataka.gov.in ನಲ್ಲಿ ಡೌನ್‌ಲೋಡ್ ಮಾಡಿಕೊಳ್ಳಬಹುದು. ಬಿಡ್ ಸಲ್ಲಿಸಲು ಕೊನೆಯ ದಿನಾಂಕ: 15–10–2025 ಅಪರಾಹ್ನ 4.00 ಗಂಟೆ. ಟೆಂಡರ್ ತೆರೆಯುವ ದಿನಾಂಕ: 16–10–2025 ಅಪರಾಹ್ನ 4.30 ಗಂಟೆ.	[774, 291, 1138, 331]
table-cell: 5139.00	[1245, 1701, 1388, 1718]
rate-value: : 235 - 285	[352, 247, 416, 261]
masthead-rule	[8, 144, 1532, 147]
table-cell: 67.16	[1042, 1948, 1113, 1965]
rate-label: ಕಾಳುಮೆಣಸು	[230, 411, 280, 425]
table-cell: 15	[816, 1824, 1042, 1842]
table-row	[790, 2015, 1526, 2032]
puttur-title: ಪುತ್ತೂರು ಮಾರುಕಟ್ಟೆ ಧಾರಣೆ	[226, 155, 421, 174]
rate-value: : 155 - 185	[352, 349, 416, 363]
vtu-tender	[432, 507, 758, 933]
table-cell: 21	[816, 2103, 1042, 2134]
table-cell: 250.00	[1042, 2050, 1113, 2068]
court-order: (By order of the court)	[71, 1194, 183, 1205]
